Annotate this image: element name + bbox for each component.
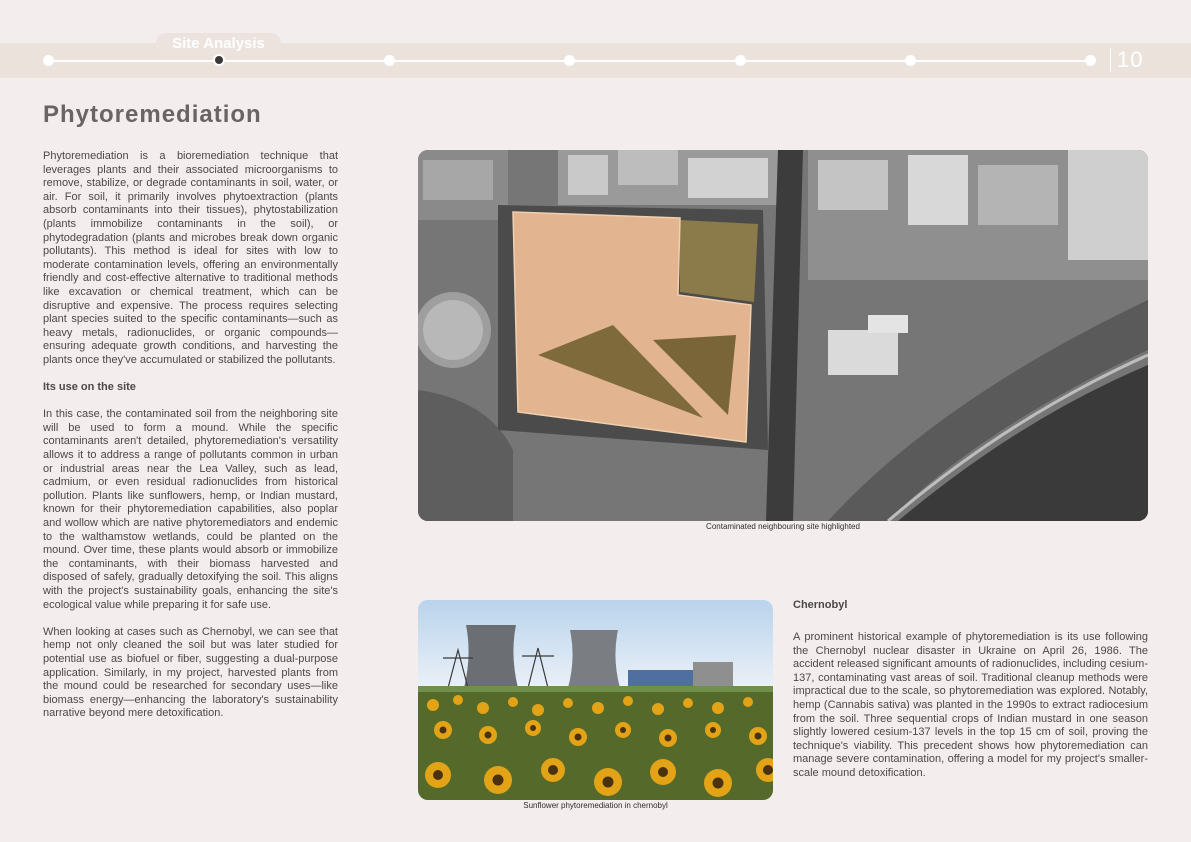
sunflower-caption: Sunflower phytoremediation in chernobyl bbox=[523, 801, 668, 810]
section-tab[interactable]: Site Analysis bbox=[156, 33, 281, 54]
site-use-heading: Its use on the site bbox=[43, 381, 136, 394]
chernobyl-paragraph: A prominent historical example of phytoremediation is its use following the Chernobyl nuclear disaster in Ukraine on April 26, 1986. The accident released significant amounts of radionuclides, including cesium-137, contaminating vast areas of soil. Traditional cleanup methods were impractical due to the scale, so phytoremediation was explored. Notably, hemp (Cannabis sativa) was planted in the 1990s to extract radiocesium from the soil. Three sequential crops of Indian mustard in one season slightly lowered cesium-137 levels in the top 15 cm of soil, proving the technique's viability. This precedent shows how phytoremediation can manage severe contamination, offering a model for my project's smaller-scale mound detoxification. bbox=[793, 631, 1148, 779]
chernobyl-heading: Chernobyl bbox=[793, 599, 848, 611]
timeline-dot[interactable] bbox=[905, 55, 916, 66]
intro-paragraph: Phytoremediation is a bioremediation technique that leverages plants and their associated microorganisms to remove, stabilize, or degrade contaminants in soil, water, or air. For soil, it primarily involves phytoextraction (plants absorb contaminants into their tissues), phytostabilization (plants immobilize contaminants in the soil), or phytodegradation (plants and microbes break down organic pollutants). This method is ideal for sites with low to moderate contamination levels, offering an environmentally friendly and cost-effective alternative to traditional methods like excavation or chemical treatment, which can be disruptive and expensive. The process requires selecting plant species suited to the specific contaminants—such as heavy metals, radionuclides, or organic compounds—ensuring adequate growth conditions, and harvesting the plants once they've accumulated or stabilized the pollutants. bbox=[43, 150, 338, 366]
aerial-caption: Contaminated neighbouring site highlighted bbox=[706, 522, 860, 531]
timeline-dot[interactable] bbox=[384, 55, 395, 66]
sunflower-chernobyl-image bbox=[418, 600, 773, 800]
timeline-dot[interactable] bbox=[564, 55, 575, 66]
aerial-site-image bbox=[418, 150, 1148, 521]
left-column bbox=[43, 150, 338, 735]
timeline-dot[interactable] bbox=[43, 55, 54, 66]
site-use-paragraph: In this case, the contaminated soil from the neighboring site will be used to form a mound. While the specific contaminants aren't detailed, phytoremediation's versatility allows it to address a range of pollutants common in urban or industrial areas near the Lea Valley, such as lead, cadmium, or even residual radionuclides from historical pollution. Plants like sunflowers, hemp, or Indian mustard, known for their phytoremediation capabilities, also poplar and wollow which are native phytoremediators and endemic to the walthamstow wetlands, could be planted on the mound. Over time, these plants would absorb or immobilize the contaminants, with their biomass harvested and disposed of safely, gradually detoxifying the soil. This aligns with the project's sustainability goals, enhancing the site's ecological value while preparing it for safe use. bbox=[43, 408, 338, 611]
page-number-divider bbox=[1110, 48, 1111, 72]
timeline-dot-active[interactable] bbox=[213, 54, 225, 66]
timeline-dot[interactable] bbox=[1085, 55, 1096, 66]
timeline-dot[interactable] bbox=[735, 55, 746, 66]
page-number: 10 bbox=[1117, 47, 1144, 72]
page-title: Phytoremediation bbox=[43, 101, 262, 128]
chernobyl-cases-paragraph: When looking at cases such as Chernobyl, we can see that hemp not only cleaned the soil but was later studied for potential use as biofuel or fiber, suggesting a dual-purpose application. Similarly, in my project, harvested plants from the mound could be researched for secondary uses—like biomass energy—enhancing the laboratory's sustainability narrative beyond mere detoxification. bbox=[43, 625, 338, 720]
